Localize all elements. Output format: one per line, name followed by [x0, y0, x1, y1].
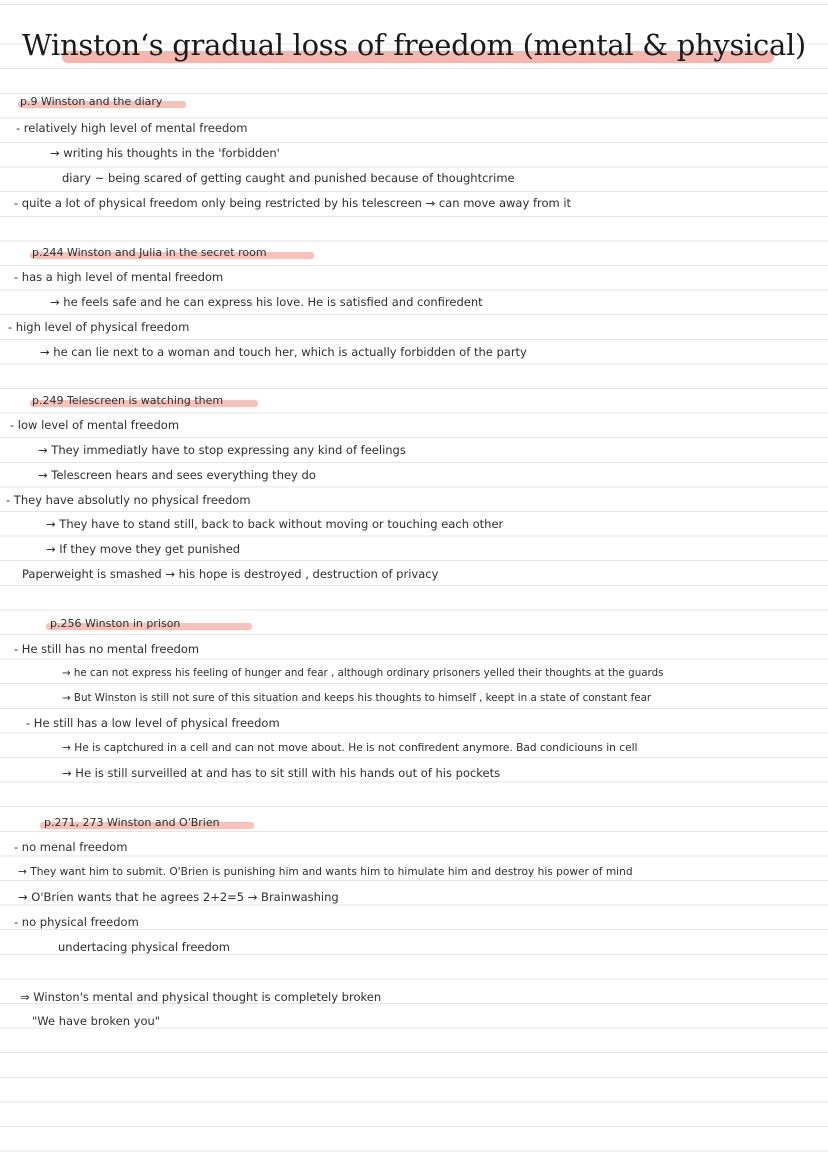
note-line: - quite a lot of physical freedom only being restricted by his telescreen → can move away from it — [14, 196, 572, 210]
note-line: Paperweight is smashed → his hope is destroyed , destruction of privacy — [22, 567, 439, 581]
note-line: - low level of mental freedom — [10, 418, 180, 432]
conclusion-quote: "We have broken you" — [32, 1014, 161, 1028]
note-line: - no menal freedom — [14, 840, 128, 854]
note-line: → They have to stand still, back to back without moving or touching each other — [46, 517, 504, 531]
page-title: Winston‘s gradual loss of freedom (mental & physical) — [22, 28, 806, 62]
section-heading: p.249 Telescreen is watching them — [32, 394, 224, 407]
note-line: - relatively high level of mental freedom — [16, 121, 248, 135]
note-line: - has a high level of mental freedom — [14, 270, 224, 284]
note-line: → He is still surveilled at and has to sit still with his hands out of his pockets — [62, 766, 501, 780]
note-line: → writing his thoughts in the 'forbidden' — [50, 146, 280, 160]
note-line: → If they move they get punished — [46, 542, 241, 556]
note-line: - no physical freedom — [14, 915, 139, 929]
note-line: - high level of physical freedom — [8, 320, 190, 334]
note-line: → But Winston is still not sure of this situation and keeps his thoughts to himself , keept in a state of constant fear — [62, 692, 652, 704]
note-line: diary ~ being scared of getting caught and punished because of thoughtcrime — [62, 171, 515, 185]
section-heading: p.256 Winston in prison — [50, 617, 181, 630]
note-line: - He still has a low level of physical freedom — [26, 716, 280, 730]
section-heading: p.271, 273 Winston and O'Brien — [44, 816, 220, 829]
note-line: - He still has no mental freedom — [14, 642, 200, 656]
note-line: - They have absolutly no physical freedom — [6, 493, 251, 507]
note-line: → They want him to submit. O'Brien is punishing him and wants him to himulate him and destroy his power of mind — [18, 866, 633, 878]
conclusion-line: ⇒ Winston's mental and physical thought is completely broken — [20, 990, 382, 1004]
section-heading: p.244 Winston and Julia in the secret room — [32, 246, 267, 259]
note-line: → Telescreen hears and sees everything they do — [38, 468, 316, 482]
note-line: → They immediatly have to stop expressing any kind of feelings — [38, 443, 406, 457]
note-line: → He is captchured in a cell and can not move about. He is not confiredent anymore. Bad condiciouns in cell — [62, 742, 638, 754]
section-heading: p.9 Winston and the diary — [20, 95, 163, 108]
note-line: → he feels safe and he can express his love. He is satisfied and confiredent — [50, 295, 483, 309]
note-line: → O'Brien wants that he agrees 2+2=5 → Brainwashing — [18, 890, 339, 904]
note-line: undertacing physical freedom — [58, 940, 231, 954]
note-line: → he can not express his feeling of hunger and fear , although ordinary prisoners yelled their thoughts at the guards — [62, 667, 664, 679]
note-line: → he can lie next to a woman and touch her, which is actually forbidden of the party — [40, 345, 527, 359]
